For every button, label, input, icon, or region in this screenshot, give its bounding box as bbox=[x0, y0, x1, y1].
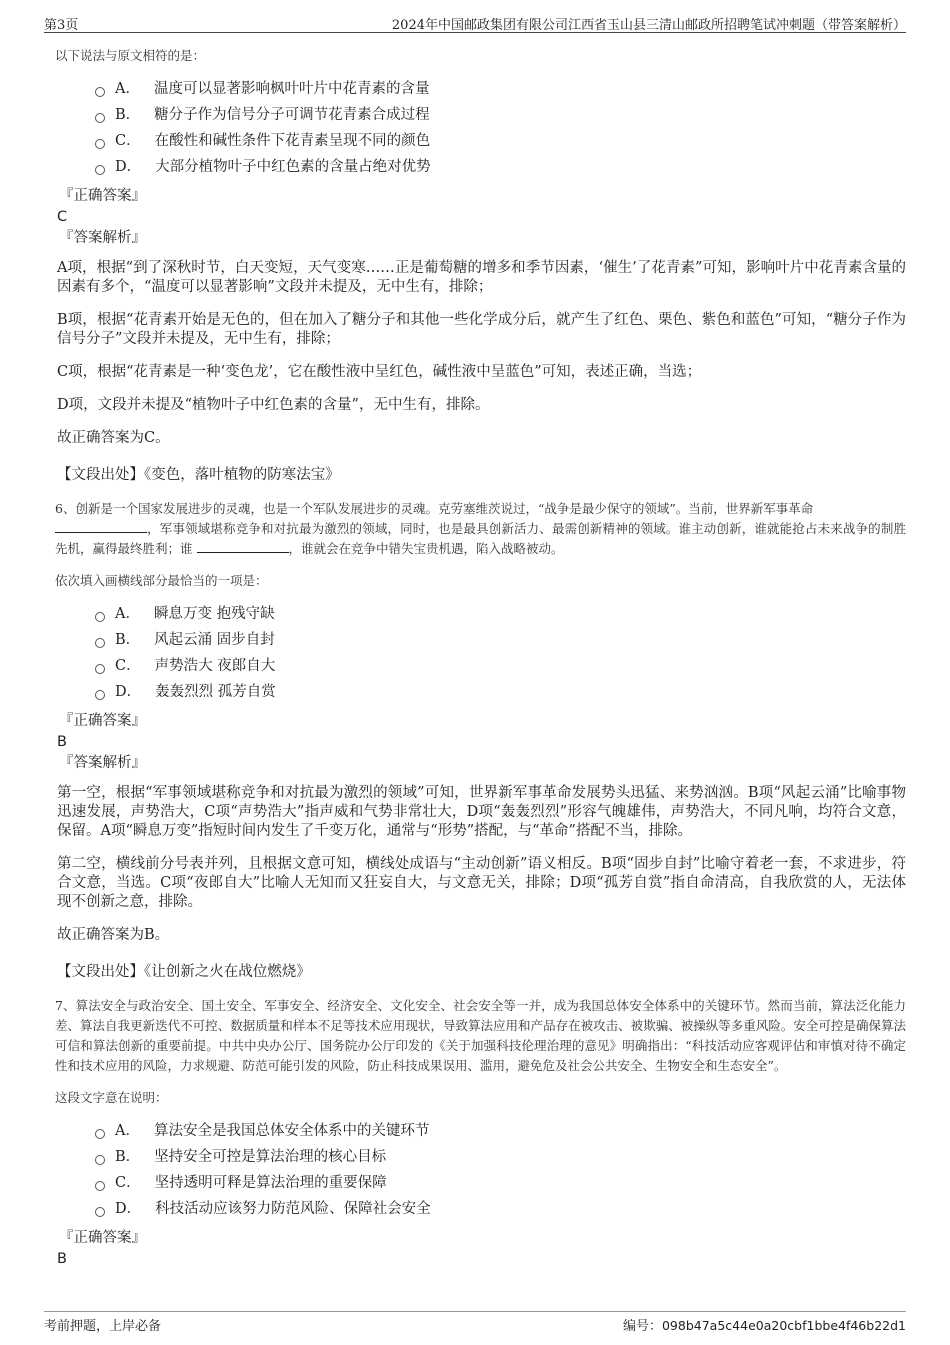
q6-answer: B bbox=[57, 734, 67, 750]
radio-icon[interactable] bbox=[95, 113, 105, 123]
radio-icon[interactable] bbox=[95, 87, 105, 97]
q5-prompt: 以下说法与原文相符的是： bbox=[55, 48, 206, 63]
q5-analysis-a: A项，根据“到了深秋时节，白天变短，天气变寒……正是葡萄糖的增多和季节因素，‘催生’了花青素”可知，影响叶片中花青素含量的因素有多个，“温度可以显著影响”文段并未提及，无中生有，排除； bbox=[57, 260, 906, 295]
option-text: 算法安全是我国总体安全体系中的关键环节 bbox=[153, 1123, 430, 1139]
q5-option-d[interactable] bbox=[95, 154, 906, 180]
page-footer bbox=[44, 1311, 906, 1334]
radio-icon[interactable] bbox=[95, 664, 105, 674]
q6-option-b[interactable] bbox=[95, 627, 906, 653]
option-text: 风起云涌 固步自封 bbox=[154, 632, 275, 648]
q5-options bbox=[95, 76, 906, 180]
radio-icon[interactable] bbox=[95, 1129, 105, 1139]
footer-code-value: 098b47a5c44e0a20cbf1bbe4f46b22d1 bbox=[661, 1318, 906, 1333]
option-text: 轰轰烈烈 孤芳自赏 bbox=[155, 684, 276, 700]
q7-options bbox=[95, 1118, 906, 1222]
q7-option-c[interactable] bbox=[95, 1170, 906, 1196]
q5-option-a[interactable] bbox=[95, 76, 906, 102]
radio-icon[interactable] bbox=[95, 612, 105, 622]
q6-analysis-label: 『答案解析』 bbox=[59, 755, 146, 771]
q5-correct-answer-label: 『正确答案』 bbox=[59, 188, 146, 204]
radio-icon[interactable] bbox=[95, 139, 105, 149]
footer-code bbox=[623, 1315, 906, 1334]
q5-analysis-c: C项，根据“花青素是一种‘变色龙’，它在酸性液中呈红色，碱性液中呈蓝色”可知，表述正确，当选； bbox=[57, 364, 702, 380]
option-text: 坚持透明可释是算法治理的重要保障 bbox=[154, 1175, 387, 1191]
option-letter: C． bbox=[115, 133, 141, 149]
q6-source: 【文段出处】《让创新之火在战位燃烧》 bbox=[57, 964, 311, 980]
q7-option-a[interactable] bbox=[95, 1118, 906, 1144]
option-letter: C． bbox=[115, 1175, 141, 1191]
option-text: 瞬息万变 抱残守缺 bbox=[153, 606, 275, 622]
q6-option-a[interactable] bbox=[95, 601, 906, 627]
option-text: 大部分植物叶子中红色素的含量占绝对优势 bbox=[155, 159, 431, 175]
option-letter: D． bbox=[115, 1201, 142, 1217]
option-letter: D． bbox=[115, 159, 142, 175]
q6-option-d[interactable] bbox=[95, 679, 906, 705]
q7-text: 7、算法安全与政治安全、国土安全、军事安全、经济安全、文化安全、社会安全等一并，成为我国总体安全体系中的关键环节。然而当前，算法泛化能力差、算法自我更新迭代不可控、数据质量和样本不足等技术应用现状，导致算法应用和产品存在被攻击、被欺骗、被操纵等多重风险。安全可控是确保算法可信和算法创新的重要前提。中共中央办公厅、国务院办公厅印发的《关于加强科技伦理治理的意见》明确指出：“科技活动应客观评估和审慎对待不确定性和技术应用的风险，力求规避、防范可能引发的风险，防止科技成果误用、滥用，避免危及社会公共安全、生物安全和生态安全”。 bbox=[55, 998, 906, 1073]
radio-icon[interactable] bbox=[95, 690, 105, 700]
q6-text bbox=[55, 499, 906, 559]
radio-icon[interactable] bbox=[95, 1181, 105, 1191]
q6-option-c[interactable] bbox=[95, 653, 906, 679]
q7-option-b[interactable] bbox=[95, 1144, 906, 1170]
footer-slogan: 考前押题，上岸必备 bbox=[44, 1319, 162, 1334]
option-letter: A． bbox=[115, 81, 140, 97]
option-text: 科技活动应该努力防范风险、保障社会安全 bbox=[155, 1201, 431, 1217]
q7-option-d[interactable] bbox=[95, 1196, 906, 1222]
q6-analysis-blank1: 第一空，根据“军事领域堪称竞争和对抗最为激烈的领域”可知，世界新军事革命发展势头迅猛、来势汹汹。B项“风起云涌”比喻事物迅速发展，声势浩大，C项“声势浩大”指声威和气势非常壮大，D项“轰轰烈烈”形容气魄雄伟，声势浩大，不同凡响，均符合文意，保留。A项“瞬息万变”指短时间内发生了千变万化，通常与“形势”搭配，与“革命”搭配不当，排除。 bbox=[57, 785, 906, 839]
q6-text-part2: ，军事领域堪称竞争和对抗最为激烈的领域，同时，也是最具创新活力、最需创新精神的领域。谁主动创新，谁就能抢占未来战争的制胜先机，赢得最终胜利；谁 bbox=[55, 521, 906, 556]
q5-answer: C bbox=[57, 209, 68, 225]
page-content bbox=[55, 46, 906, 1270]
option-letter: A． bbox=[115, 606, 140, 622]
footer-code-label: 编号： bbox=[622, 1319, 662, 1334]
q6-text-part1: 6、创新是一个国家发展进步的灵魂，也是一个军队发展进步的灵魂。克劳塞维茨说过，“战争是最少保守的领域”。当前，世界新军事革命 bbox=[55, 501, 814, 516]
radio-icon[interactable] bbox=[95, 1207, 105, 1217]
q6-blank-2 bbox=[197, 540, 289, 553]
option-text: 坚持安全可控是算法治理的核心目标 bbox=[154, 1149, 387, 1165]
q7-correct-answer-label: 『正确答案』 bbox=[59, 1230, 146, 1246]
q6-correct-answer-label: 『正确答案』 bbox=[59, 713, 146, 729]
q5-analysis-b: B项，根据“花青素开始是无色的，但在加入了糖分子和其他一些化学成分后，就产生了红色、栗色、紫色和蓝色”可知，“糖分子作为信号分子”文段并未提及，无中生有，排除； bbox=[57, 312, 906, 347]
option-letter: C． bbox=[115, 658, 141, 674]
option-text: 在酸性和碱性条件下花青素呈现不同的颜色 bbox=[154, 133, 431, 149]
option-text: 温度可以显著影响枫叶叶片中花青素的含量 bbox=[153, 81, 430, 97]
radio-icon[interactable] bbox=[95, 638, 105, 648]
q6-prompt: 依次填入画横线部分最恰当的一项是： bbox=[55, 573, 268, 588]
q6-options bbox=[95, 601, 906, 705]
radio-icon[interactable] bbox=[95, 1155, 105, 1165]
q7-prompt: 这段文字意在说明： bbox=[55, 1090, 168, 1105]
q5-option-b[interactable] bbox=[95, 102, 906, 128]
option-letter: B． bbox=[115, 632, 141, 648]
option-letter: D． bbox=[115, 684, 142, 700]
q6-conclusion: 故正确答案为B。 bbox=[57, 927, 170, 943]
q7-answer: B bbox=[57, 1251, 67, 1267]
option-letter: B． bbox=[115, 1149, 141, 1165]
document-title: 2024年中国邮政集团有限公司江西省玉山县三清山邮政所招聘笔试冲刺题（带答案解析） bbox=[391, 18, 906, 33]
option-text: 声势浩大 夜郎自大 bbox=[154, 658, 276, 674]
page-number: 第3页 bbox=[44, 18, 79, 33]
q5-analysis-d: D项，文段并未提及“植物叶子中红色素的含量”，无中生有，排除。 bbox=[57, 397, 490, 413]
q5-analysis-label: 『答案解析』 bbox=[59, 230, 146, 246]
page-header bbox=[44, 10, 906, 33]
q6-text-part3: ，谁就会在竞争中错失宝贵机遇，陷入战略被动。 bbox=[288, 541, 564, 556]
q5-conclusion: 故正确答案为C。 bbox=[57, 430, 170, 446]
q6-blank-1 bbox=[55, 520, 147, 533]
option-letter: B． bbox=[115, 107, 141, 123]
q5-option-c[interactable] bbox=[95, 128, 906, 154]
q6-analysis-blank2: 第二空，横线前分号表并列，且根据文意可知，横线处成语与“主动创新”语义相反。B项“固步自封”比喻守着老一套，不求进步，符合文意，当选。C项“夜郎自大”比喻人无知而又狂妄自大，与文意无关，排除；D项“孤芳自赏”指自命清高，自我欣赏的人，无法体现不创新之意，排除。 bbox=[57, 856, 906, 910]
q5-source: 【文段出处】《变色，落叶植物的防寒法宝》 bbox=[57, 467, 340, 483]
option-letter: A． bbox=[115, 1123, 140, 1139]
radio-icon[interactable] bbox=[95, 165, 105, 175]
option-text: 糖分子作为信号分子可调节花青素合成过程 bbox=[154, 107, 430, 123]
